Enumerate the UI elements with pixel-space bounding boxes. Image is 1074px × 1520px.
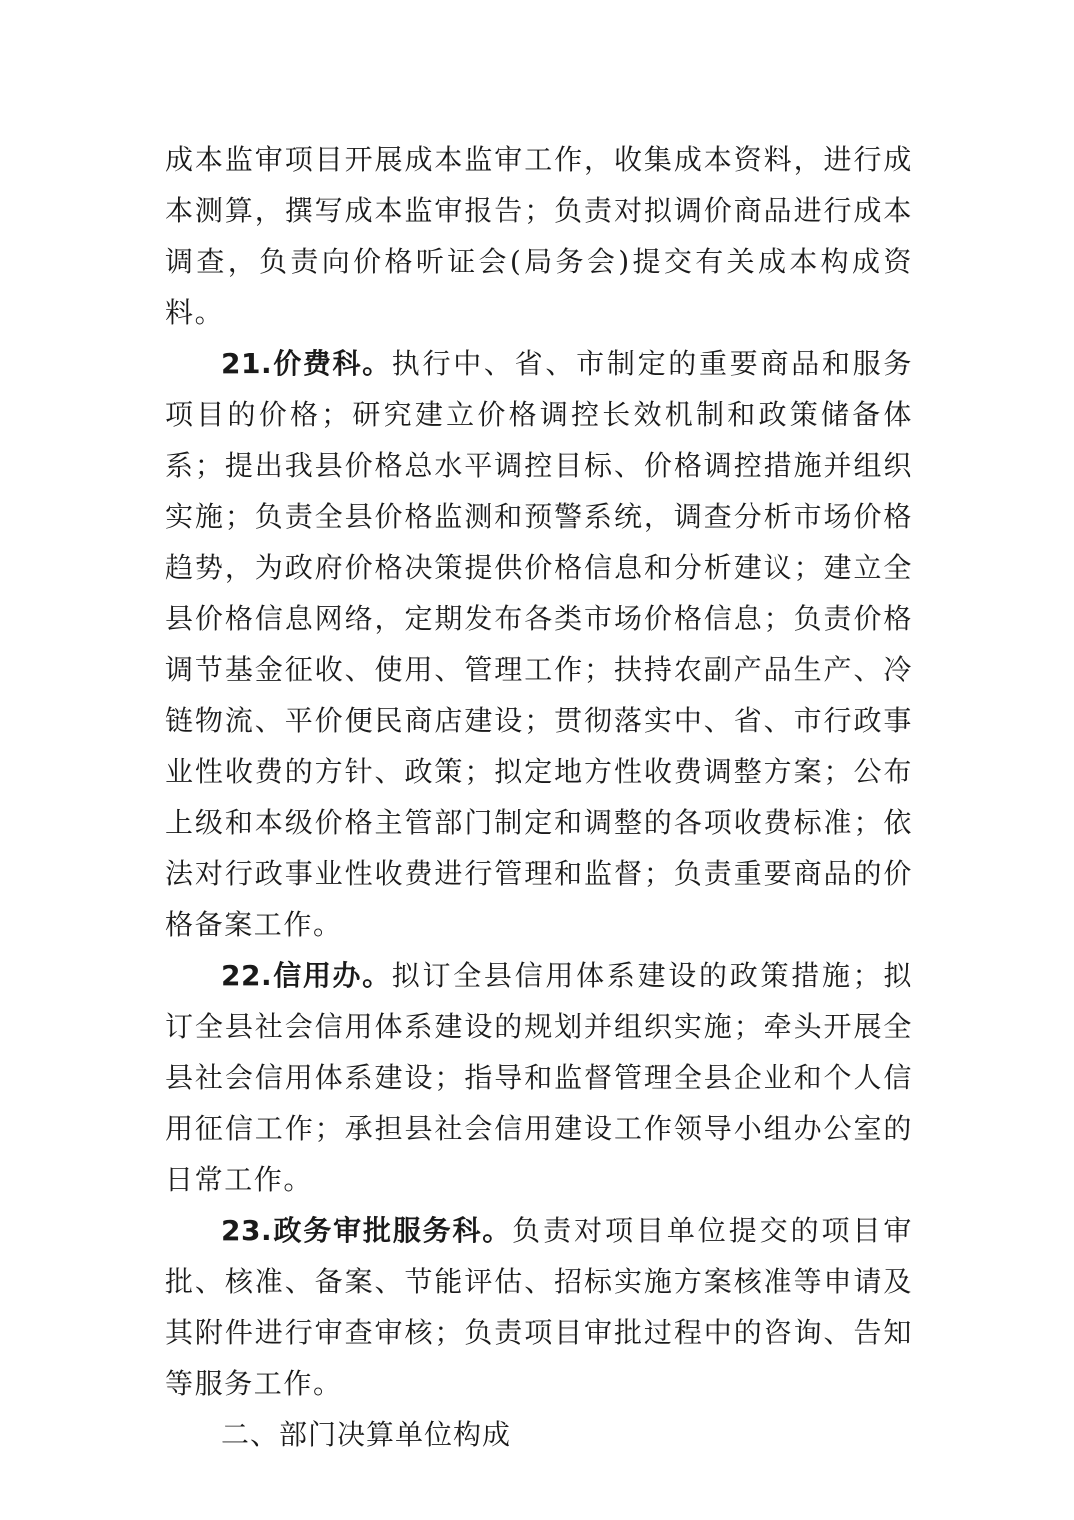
document-body	[165, 134, 913, 1460]
paragraph-lead: 23.政务审批服务科。	[221, 1214, 513, 1247]
section-heading: 二、部门决算单位构成	[221, 1418, 512, 1451]
paragraph-price-fee-section	[165, 338, 913, 950]
paragraph-text: 负责对项目单位提交的项目审批、核准、备案、节能评估、招标实施方案核准等申请及其附件进行审查审核；负责项目审批过程中的咨询、告知等服务工作。	[165, 1214, 913, 1400]
paragraph-text: 执行中、省、市制定的重要商品和服务项目的价格；研究建立价格调控长效机制和政策储备体系；提出我县价格总水平调控目标、价格调控措施并组织实施；负责全县价格监测和预警系统，调查分析市场价格趋势，为政府价格决策提供价格信息和分析建议；建立全县价格信息网络，定期发布各类市场价格信息；负责价格调节基金征收、使用、管理工作；扶持农副产品生产、冷链物流、平价便民商店建设；贯彻落实中、省、市行政事业性收费的方针、政策；拟定地方性收费调整方案；公布上级和本级价格主管部门制定和调整的各项收费标准；依法对行政事业性收费进行管理和监督；负责重要商品的价格备案工作。	[165, 347, 913, 941]
paragraph-text: 拟订全县信用体系建设的政策措施；拟订全县社会信用体系建设的规划并组织实施；牵头开展全县社会信用体系建设；指导和监督管理全县企业和个人信用征信工作；承担县社会信用建设工作领导小组办公室的日常工作。	[165, 959, 913, 1196]
paragraph-lead: 21.价费科。	[221, 347, 392, 380]
paragraph-lead: 22.信用办。	[221, 959, 392, 992]
paragraph-credit-office	[165, 950, 913, 1205]
paragraph-text: 成本监审项目开展成本监审工作，收集成本资料，进行成本测算，撰写成本监审报告；负责对拟调价商品进行成本调查，负责向价格听证会(局务会)提交有关成本构成资料。	[165, 143, 913, 329]
paragraph-continued	[165, 134, 913, 338]
paragraph-approval-service	[165, 1205, 913, 1409]
